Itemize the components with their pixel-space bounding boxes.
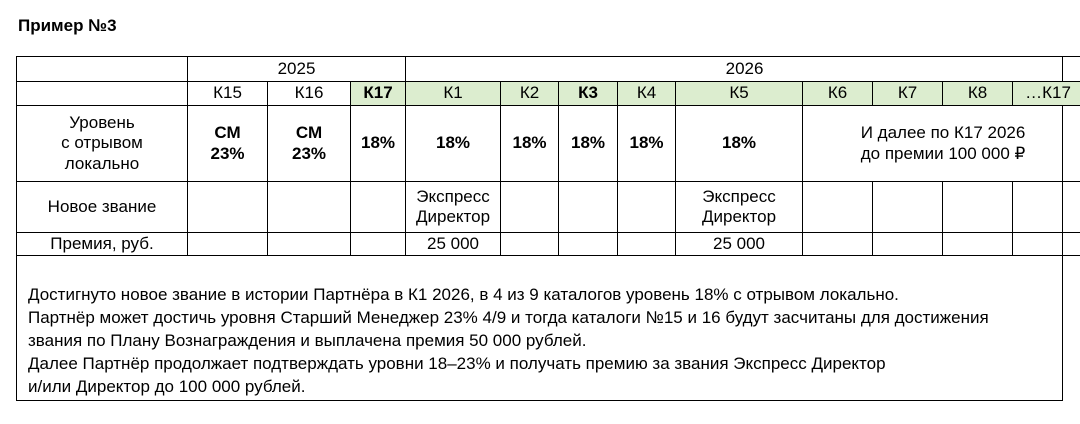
rank-k5 bbox=[676, 182, 803, 233]
catalog-k3: К3 bbox=[559, 82, 618, 106]
catalog-k8: К8 bbox=[943, 82, 1013, 106]
bonus-k17-2025 bbox=[351, 233, 406, 256]
catalog-k17-2025: К17 bbox=[351, 82, 406, 106]
bonus-row bbox=[17, 233, 1080, 256]
year-2025: 2025 bbox=[188, 57, 406, 82]
rank-k7 bbox=[873, 182, 943, 233]
bonus-k1: 25 000 bbox=[406, 233, 501, 256]
level-rest bbox=[803, 106, 1080, 182]
level-k1: 18% bbox=[406, 106, 501, 182]
rank-k5-line: Директор bbox=[701, 207, 777, 226]
catalog-k7: К7 bbox=[873, 82, 943, 106]
rank-row bbox=[17, 182, 1080, 233]
note-line: и/или Директор до 100 000 рублей. bbox=[28, 377, 306, 396]
note-line: звания по Плану Вознаграждения и выплачена премия 50 000 рублей. bbox=[28, 331, 587, 350]
level-label-line: Уровень bbox=[69, 113, 135, 133]
level-rest-line: до премии 100 000 ₽ bbox=[860, 143, 1026, 163]
level-label-line: с отрывом bbox=[61, 133, 143, 153]
rank-k8 bbox=[943, 182, 1013, 233]
catalog-label-cell bbox=[17, 82, 188, 106]
rank-k2 bbox=[501, 182, 559, 233]
catalog-k15: К15 bbox=[188, 82, 268, 106]
explanation-text bbox=[28, 283, 1048, 398]
bonus-k6 bbox=[803, 233, 873, 256]
level-k15-rank: СМ bbox=[214, 123, 241, 143]
rank-k1-line: Директор bbox=[415, 207, 491, 226]
rank-k1 bbox=[406, 182, 501, 233]
catalog-k5: К5 bbox=[676, 82, 803, 106]
level-k16 bbox=[268, 106, 351, 182]
bonus-k7 bbox=[873, 233, 943, 256]
level-k15-percent: 23% bbox=[210, 143, 245, 163]
rank-k17-2026 bbox=[1013, 182, 1080, 233]
rank-k1-line: Экспресс bbox=[416, 186, 490, 206]
level-k16-rank: СМ bbox=[295, 123, 323, 143]
plan-table bbox=[16, 56, 1080, 256]
rank-k15 bbox=[188, 182, 268, 233]
rank-k4 bbox=[618, 182, 676, 233]
rank-k3 bbox=[559, 182, 618, 233]
level-k4: 18% bbox=[618, 106, 676, 182]
bonus-k4 bbox=[618, 233, 676, 256]
rank-label: Новое звание bbox=[17, 182, 188, 233]
note-line: Партнёр может достичь уровня Старший Менеджер 23% 4/9 и тогда каталоги №15 и 16 будут засчитаны для достижения bbox=[28, 308, 989, 327]
catalog-row bbox=[17, 82, 1080, 106]
level-k5: 18% bbox=[676, 106, 803, 182]
bonus-k2 bbox=[501, 233, 559, 256]
catalog-k16: К16 bbox=[268, 82, 351, 106]
bonus-k3 bbox=[559, 233, 618, 256]
level-k3: 18% bbox=[559, 106, 618, 182]
bonus-k16 bbox=[268, 233, 351, 256]
level-row bbox=[17, 106, 1080, 182]
note-line: Достигнуто новое звание в истории Партнёра в К1 2026, в 4 из 9 каталогов уровень 18% с отрывом локально. bbox=[28, 285, 899, 304]
level-k16-percent: 23% bbox=[291, 143, 327, 163]
catalog-k2: К2 bbox=[501, 82, 559, 106]
level-label bbox=[17, 106, 188, 182]
catalog-k6: К6 bbox=[803, 82, 873, 106]
note-line: Далее Партнёр продолжает подтверждать уровни 18–23% и получать премию за звания Экспресс Директор bbox=[28, 354, 886, 373]
bonus-k17-2026 bbox=[1013, 233, 1080, 256]
page-title: Пример №3 bbox=[18, 16, 117, 35]
corner-cell bbox=[17, 57, 188, 82]
bonus-label: Премия, руб. bbox=[17, 233, 188, 256]
level-label-line: локально bbox=[64, 153, 140, 173]
level-k15 bbox=[188, 106, 268, 182]
rank-k17-2025 bbox=[351, 182, 406, 233]
rank-k16 bbox=[268, 182, 351, 233]
level-k17-2025: 18% bbox=[351, 106, 406, 182]
rank-k5-line: Экспресс bbox=[702, 186, 776, 206]
year-row bbox=[17, 57, 1080, 82]
bonus-k15 bbox=[188, 233, 268, 256]
level-rest-line: И далее по К17 2026 bbox=[860, 123, 1026, 143]
catalog-k1: К1 bbox=[406, 82, 501, 106]
rank-k6 bbox=[803, 182, 873, 233]
catalog-k4: К4 bbox=[618, 82, 676, 106]
level-k2: 18% bbox=[501, 106, 559, 182]
bonus-k8 bbox=[943, 233, 1013, 256]
catalog-k17-2026: …К17 bbox=[1013, 82, 1080, 106]
year-2026: 2026 bbox=[406, 57, 1080, 82]
bonus-k5: 25 000 bbox=[676, 233, 803, 256]
